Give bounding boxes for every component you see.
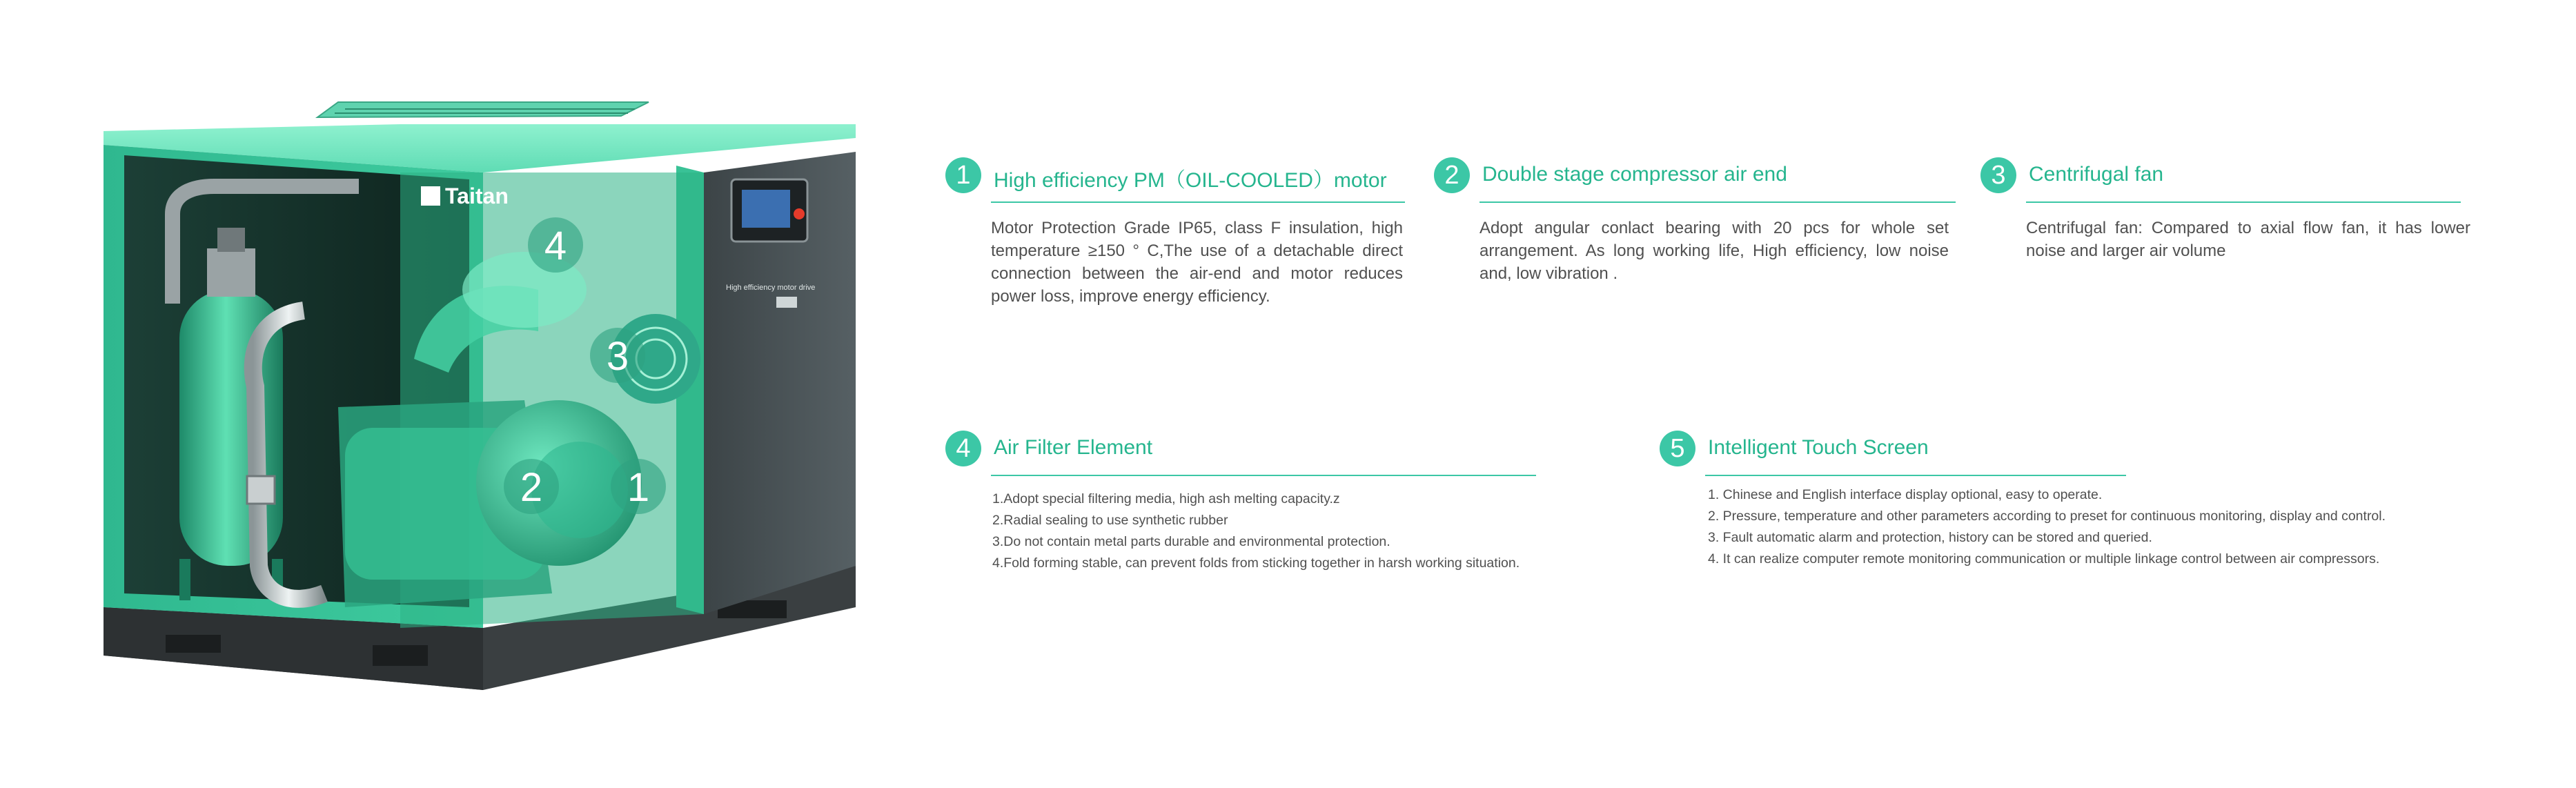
feature-centrifugal-fan <box>1980 153 2477 312</box>
feature-header <box>1434 153 1972 195</box>
list-item: 1. Chinese and English interface display optional, easy to operate. <box>1708 487 2103 502</box>
feature-number-badge: 2 <box>1434 157 1470 193</box>
feature-number-badge: 3 <box>1980 157 2016 193</box>
feature-list <box>1708 484 2386 570</box>
svg-text:High efficiency motor drive: High efficiency motor drive <box>726 284 816 292</box>
feature-list <box>992 489 1520 574</box>
feature-divider <box>991 201 1405 203</box>
feature-number-badge: 4 <box>945 431 981 466</box>
list-item: 4.Fold forming stable, can prevent folds from sticking together in harsh working situation. <box>992 555 1520 571</box>
compressor-illustration <box>97 83 856 704</box>
feature-header <box>945 153 1415 195</box>
feature-description: Adopt angular conlact bearing with 20 pcs for whole set arrangement. As long working life, High efficiency, low noise and, low vibration . <box>1479 219 1949 283</box>
feature-divider <box>1705 475 2126 476</box>
feature-air-end <box>1434 153 1972 312</box>
svg-text:3: 3 <box>606 334 629 379</box>
list-item: 2.Radial sealing to use synthetic rubber <box>992 513 1228 528</box>
svg-text:2: 2 <box>520 465 543 510</box>
list-item: 3. Fault automatic alarm and protection, history can be stored and queried. <box>1708 530 2152 545</box>
feature-number-badge: 1 <box>945 157 981 193</box>
feature-title: Intelligent Touch Screen <box>1708 436 1929 459</box>
feature-description: Motor Protection Grade IP65, class F insulation, high temperature ≥150 ° C,The use of a detachable direct connection between the air-end and motor reduces power loss, improve energy efficiency. <box>991 219 1403 306</box>
feature-divider <box>1479 201 1956 203</box>
svg-text:1: 1 <box>627 465 650 510</box>
feature-title: Air Filter Element <box>994 436 1153 459</box>
taitan-logo <box>421 184 509 208</box>
feature-header <box>1980 153 2477 195</box>
feature-divider <box>991 475 1536 476</box>
feature-header <box>1660 426 2557 468</box>
feature-header <box>945 426 1580 468</box>
svg-text:4: 4 <box>544 224 567 268</box>
feature-title: Double stage compressor air end <box>1482 163 1787 186</box>
list-item: 1.Adopt special filtering media, high ash melting capacity.z <box>992 491 1340 506</box>
callout-2 <box>504 459 559 514</box>
feature-air-filter <box>945 426 1580 578</box>
svg-text:Taitan: Taitan <box>445 184 509 208</box>
list-item: 4. It can realize computer remote monitoring communication or multiple linkage control between air compressors. <box>1708 551 2380 567</box>
feature-number-badge: 5 <box>1660 431 1695 466</box>
list-item: 3.Do not contain metal parts durable and environmental protection. <box>992 534 1390 549</box>
feature-title: High efficiency PM（OIL-COOLED）motor <box>994 169 1387 192</box>
feature-motor <box>945 153 1415 312</box>
callout-3 <box>590 328 645 383</box>
feature-description: Centrifugal fan: Compared to axial flow fan, it has lower noise and larger air volume <box>2026 219 2470 260</box>
list-item: 2. Pressure, temperature and other parameters according to preset for continuous monitoring, display and control. <box>1708 509 2386 524</box>
feature-title: Centrifugal fan <box>2029 163 2164 186</box>
callout-4 <box>528 217 583 273</box>
feature-divider <box>2026 201 2461 203</box>
feature-touch-screen <box>1660 426 2557 578</box>
callout-1 <box>611 459 666 514</box>
